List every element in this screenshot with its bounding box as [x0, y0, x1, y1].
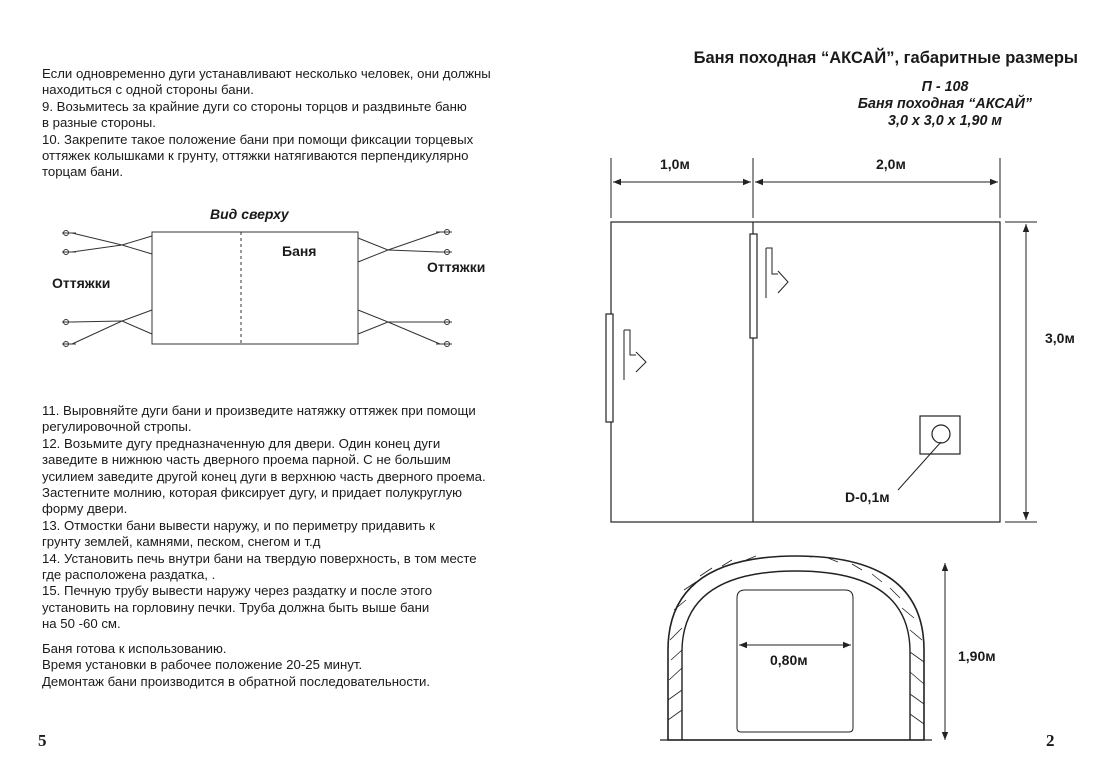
page-number-right: 2 — [1046, 731, 1055, 750]
right-guy-line-4 — [388, 322, 440, 344]
door-arrow-left-icon — [624, 330, 636, 380]
pipe-outlet-square — [920, 416, 960, 454]
left-bottom-guy-connector — [122, 310, 152, 334]
intro-instructions: Если одновременно дуги устанавливают несколько человек, они должны находиться с одной стороны бани. 9. Возьмитесь за крайние дуги со стороны торцов и раздвиньте баню в разные стороны. 10. Закрепите такое положение бани при помощи фиксации торцевых оттяжек колышками к грунту, оттяжки натягиваются перпендикулярно торцам бани. — [42, 66, 491, 180]
height-label: 1,90м — [958, 648, 996, 664]
dim-label-2m: 2,0м — [876, 156, 906, 172]
left-guy-line-3 — [72, 321, 122, 322]
door-width-label: 0,80м — [770, 652, 808, 668]
left-top-guy-connector — [122, 236, 152, 254]
right-top-guy-connector — [358, 238, 388, 262]
top-view-diagram — [0, 0, 550, 380]
dimension-drawings — [550, 0, 1100, 777]
dim-label-3m: 3,0м — [1045, 330, 1075, 346]
plan-door-middle — [750, 234, 757, 338]
plan-outline — [611, 222, 1000, 522]
tent-label: Баня — [282, 243, 317, 259]
left-guy-line-1 — [72, 233, 122, 245]
door-arrow-left-head-icon — [636, 352, 646, 372]
left-guy-line-4 — [72, 321, 122, 344]
right-guy-line-2 — [388, 250, 440, 252]
assembly-steps: 11. Выровняйте дуги бани и произведите натяжку оттяжек при помощи регулировочной стропы. 12. Возьмите дугу предназначенную для двери. Один конец дуги заведите в нижнюю часть дверного проема парной. С не большим усилием заведите другой конец дуги в верхнюю часть дверного проема. Застегните молнию, которая фиксирует дугу, и придает полукруглую форму двери. 13. Отмостки бани вывести наружу, и по периметру придавить к грунту землей, камнями, песком, снегом и т.д 14. Установить печь внутри бани на твердую поверхность, в том месте где расположена раздатка, . 15. Печную трубу вывести наружу через раздатку и после этого установить на горловину печки. Труба должна быть выше бани на 50 -60 см. — [42, 403, 486, 632]
pipe-diameter-label: D-0,1м — [845, 489, 890, 505]
model-name: Баня походная “АКСАЙ” — [857, 96, 1033, 112]
left-guylines-label: Оттяжки — [52, 275, 111, 291]
pipe-outlet-hole — [932, 425, 950, 443]
front-arch-outer — [668, 556, 924, 740]
top-view-title: Вид сверху — [210, 206, 289, 222]
page-title: Баня походная “АКСАЙ”, габаритные размеры — [693, 49, 1078, 67]
model-code: П - 108 — [921, 79, 969, 95]
right-stakes-icon — [436, 230, 452, 347]
dim-label-1m: 1,0м — [660, 156, 690, 172]
right-guylines-label: Оттяжки — [427, 259, 486, 275]
left-guy-line-2 — [72, 245, 122, 252]
tent-body-outline — [152, 232, 358, 344]
door-arrow-middle-icon — [766, 248, 778, 298]
right-guy-line-1 — [388, 232, 440, 250]
right-bottom-guy-connector — [358, 310, 388, 334]
final-notes: Баня готова к использованию. Время установки в рабочее положение 20-25 минут. Демонтаж бани производится в обратной последовательности. — [42, 641, 431, 689]
page-number-left: 5 — [38, 731, 47, 750]
right-page — [550, 0, 1100, 777]
door-arrow-middle-head-icon — [778, 271, 788, 293]
model-size: 3,0 х 3,0 х 1,90 м — [888, 113, 1002, 129]
plan-door-left — [606, 314, 613, 422]
